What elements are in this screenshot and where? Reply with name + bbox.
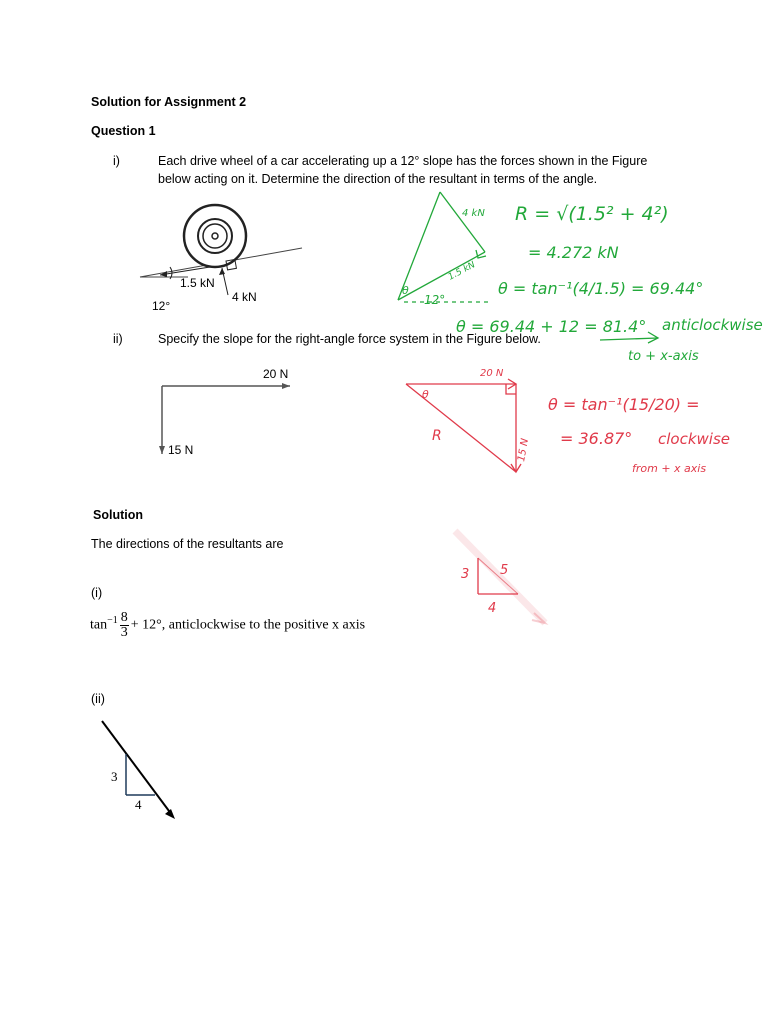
wheel-axle	[212, 233, 218, 239]
hw-r-label: R	[432, 428, 442, 444]
part-i-text-line1: Each drive wheel of a car accelerating up a 12° slope has the forces shown in the Figure	[158, 154, 648, 168]
force-20n-arrowhead	[282, 383, 290, 389]
hw-side-5: 5	[500, 563, 509, 578]
hw-eq-val-ii: = 36.87°	[560, 429, 633, 448]
hw-12-angle: 12°	[424, 293, 446, 307]
formula-rest: + 12°, anticlockwise to the positive x axis	[130, 617, 366, 633]
force-1.5kn-arrow	[160, 267, 210, 275]
slope-angle-label: 12°	[152, 299, 171, 313]
hw-eq-sum: θ = 69.44 + 12 = 81.4°	[456, 317, 647, 336]
solution-part-ii-label: (ii)	[91, 692, 105, 706]
hw-eq-tan-ii: θ = tan⁻¹(15/20) =	[548, 395, 700, 414]
hw-to-x-axis: to + x-axis	[628, 349, 699, 364]
hw-side-4: 4	[488, 601, 497, 616]
formula-numerator: 8	[120, 610, 128, 625]
question-heading: Question 1	[91, 124, 156, 138]
diagram-side-3: 3	[111, 769, 118, 784]
force-15n-label: 15 N	[168, 443, 194, 457]
document-title: Solution for Assignment 2	[91, 95, 247, 109]
side-5-line	[478, 558, 518, 594]
solution-part-i-label: (i)	[91, 586, 103, 600]
hw-4kn-label: 4 kN	[462, 208, 485, 219]
force-15n-arrowhead	[159, 446, 165, 454]
diagram-side-4: 4	[135, 797, 142, 812]
handwritten-345-triangle	[450, 528, 550, 628]
handwritten-working-ii	[400, 362, 750, 482]
hw-20n-label: 20 N	[480, 368, 504, 379]
slope-arrowhead	[165, 809, 175, 819]
arrow-head	[648, 332, 658, 343]
hw-anticlockwise: anticlockwise	[662, 316, 763, 334]
formula-denominator: 3	[120, 625, 128, 640]
formula-tan: tan	[90, 617, 108, 633]
hw-15n-label: 15 N	[516, 437, 532, 463]
arrow-shaft	[600, 338, 658, 340]
part-ii-text: Specify the slope for the right-angle force system in the Figure below.	[158, 332, 541, 346]
force-1.5kn-label: 1.5 kN	[180, 276, 215, 290]
right-angle-force-figure	[150, 362, 310, 462]
force-1.5kn-arrowhead	[160, 271, 167, 277]
hw-from-x-axis: from + x axis	[632, 462, 707, 475]
hw-eq-r-val: = 4.272 kN	[528, 243, 619, 262]
force-4kn-arrowhead	[219, 268, 225, 275]
force-20n-label: 20 N	[263, 367, 289, 381]
wheel-slope-figure	[130, 195, 310, 320]
hw-clockwise: clockwise	[658, 430, 731, 448]
force-4kn-label: 4 kN	[232, 290, 257, 304]
hw-eq-tan: θ = tan⁻¹(4/1.5) = 69.44°	[498, 279, 704, 298]
formula-exponent: −1	[107, 615, 118, 627]
part-ii-label: ii)	[113, 332, 123, 346]
part-i-label: i)	[113, 154, 120, 168]
solution-intro: The directions of the resultants are	[91, 537, 284, 551]
solution-slope-diagram	[95, 715, 185, 825]
part-i-text-line2: below acting on it. Determine the direction of the resultant in terms of the angle.	[158, 172, 598, 186]
handwritten-working-i	[390, 180, 765, 370]
hw-theta: θ	[402, 284, 409, 297]
solution-formula	[90, 611, 365, 640]
side-4kn-line	[440, 192, 485, 252]
formula-fraction	[120, 611, 129, 640]
hw-side-3: 3	[461, 567, 470, 582]
hw-theta-ii: θ	[422, 388, 429, 401]
hw-eq-r: R = √(1.5² + 4²)	[515, 203, 669, 225]
hw-1.5kn-label: 1.5 kN	[446, 260, 478, 283]
solution-heading: Solution	[93, 508, 143, 522]
